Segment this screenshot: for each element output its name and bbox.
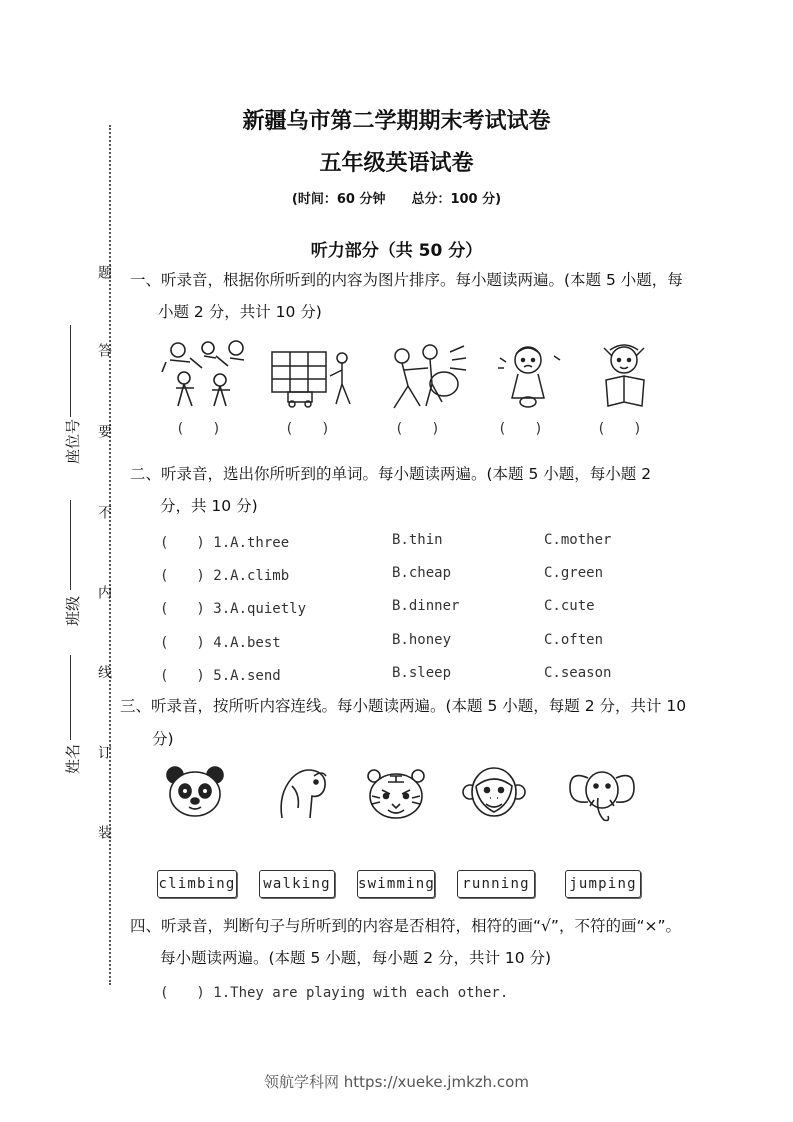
q1-instruction: 一、听录音，根据你所听到的内容为图片排序。每小题读两遍。(本题 5 小题，每 — [130, 271, 683, 289]
name-label: 姓名 — [64, 743, 82, 774]
margin-char: 内 — [96, 585, 112, 599]
margin-char: 线 — [96, 665, 112, 679]
q1-answer-blank[interactable]: ( ) — [285, 421, 330, 437]
q2-item-5: ( ) 5.A.send — [160, 668, 281, 684]
margin-char: 订 — [96, 745, 112, 759]
girl-reading-picture — [594, 340, 664, 414]
dancing-picture — [380, 342, 470, 412]
q1-answer-blank[interactable]: ( ) — [498, 421, 543, 437]
q2-item-1-c: C.mother — [544, 532, 612, 548]
binding-dotted-line — [109, 125, 111, 985]
class-field[interactable] — [70, 500, 71, 590]
tiger-icon — [364, 766, 428, 822]
exam-title: 新疆乌市第二学期期末考试试卷 — [242, 109, 551, 134]
q2-item-3-c: C.cute — [544, 598, 595, 614]
q3-instruction: 三、听录音，按所听内容连线。每小题读两遍。(本题 5 小题，每题 2 分，共计 10 — [120, 697, 687, 715]
word-card-jumping[interactable]: jumping — [565, 870, 641, 898]
kids-playing-picture — [160, 338, 250, 410]
q2-item-1: ( ) 1.A.three — [160, 535, 290, 551]
margin-char: 装 — [96, 825, 112, 839]
q2-item-2-b: B.cheap — [392, 565, 452, 581]
q2-instruction: 二、听录音，选出你所听到的单词。每小题读两遍。(本题 5 小题，每小题 2 — [130, 465, 652, 483]
q2-item-5-b: B.sleep — [392, 665, 452, 681]
seat-number-label: 座位号 — [64, 418, 82, 464]
q2-item-4-c: C.often — [544, 632, 604, 648]
margin-char: 题 — [96, 265, 112, 279]
q3-instruction-cont: 分) — [152, 730, 174, 748]
word-card-swimming[interactable]: swimming — [357, 870, 435, 898]
class-label: 班级 — [64, 595, 82, 626]
q2-item-3-b: B.dinner — [392, 598, 460, 614]
q2-item-4: ( ) 4.A.best — [160, 635, 281, 651]
q2-item-2-c: C.green — [544, 565, 604, 581]
elephant-side-icon — [274, 764, 330, 822]
exam-subtitle: 五年级英语试卷 — [319, 151, 474, 176]
panda-icon — [164, 764, 226, 820]
name-field[interactable] — [70, 655, 71, 740]
q1-instruction-cont: 小题 2 分，共计 10 分) — [158, 303, 322, 321]
word-card-climbing[interactable]: climbing — [157, 870, 237, 898]
q4-instruction-cont: 每小题读两遍。(本题 5 小题，每小题 2 分，共计 10 分) — [160, 949, 552, 967]
margin-char: 要 — [96, 424, 112, 438]
margin-char: 不 — [96, 505, 112, 519]
margin-char: 答 — [96, 343, 112, 357]
q1-answer-blank[interactable]: ( ) — [176, 421, 221, 437]
q2-item-3: ( ) 3.A.quietly — [160, 601, 307, 617]
q1-answer-blank[interactable]: ( ) — [395, 421, 440, 437]
monkey-icon — [462, 764, 526, 820]
q2-item-5-c: C.season — [544, 665, 612, 681]
exam-meta: (时间：60 分钟 总分：100 分) — [291, 192, 502, 207]
girl-crying-picture — [492, 340, 568, 412]
q2-instruction-cont: 分，共 10 分) — [160, 497, 258, 515]
q4-instruction: 四、听录音，判断句子与所听到的内容是否相符，相符的画“√”，不符的画“×”。 — [130, 917, 681, 935]
seat-number-field[interactable] — [70, 325, 71, 417]
q2-item-2: ( ) 2.A.climb — [160, 568, 290, 584]
word-card-walking[interactable]: walking — [259, 870, 335, 898]
q1-answer-blank[interactable]: ( ) — [597, 421, 642, 437]
word-card-running[interactable]: running — [457, 870, 535, 898]
footer-watermark: 领航学科网 https://xueke.jmkzh.com — [264, 1073, 529, 1091]
shopping-picture — [268, 346, 358, 410]
section-title: 听力部分（共 50 分） — [310, 241, 483, 261]
q2-item-1-b: B.thin — [392, 532, 443, 548]
q4-item-1: ( ) 1.They are playing with each other. — [160, 985, 509, 1001]
q2-item-4-b: B.honey — [392, 632, 452, 648]
elephant-icon — [566, 764, 638, 826]
